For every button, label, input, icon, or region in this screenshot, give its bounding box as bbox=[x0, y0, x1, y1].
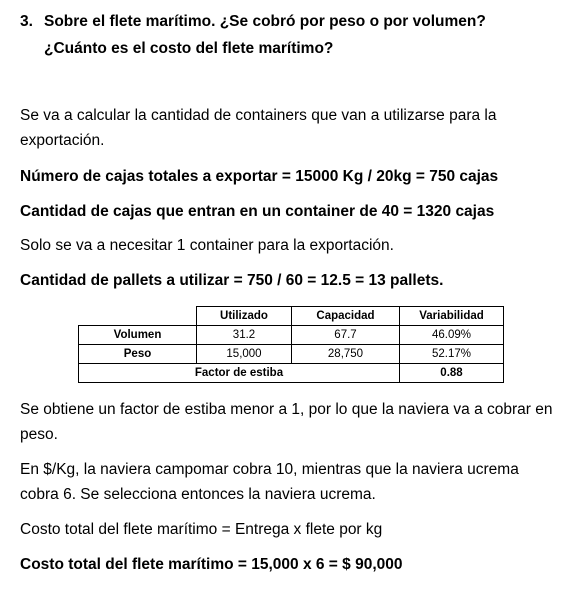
volume-capacity: 67.7 bbox=[292, 326, 400, 345]
row-label-volume: Volumen bbox=[79, 326, 197, 345]
question-number: 3. bbox=[20, 13, 33, 30]
factor-value: 0.88 bbox=[400, 364, 504, 383]
intro-paragraph: Se va a calcular la cantidad de containers que van a utilizarse para la exportación. bbox=[20, 107, 497, 149]
table-row bbox=[79, 326, 504, 345]
formula-line: Costo total del flete marítimo = Entrega x flete por kg bbox=[20, 521, 383, 538]
table-corner-cell bbox=[79, 307, 197, 326]
header-used: Utilizado bbox=[197, 307, 292, 326]
stowage-factor-table bbox=[78, 306, 504, 383]
volume-used: 31.2 bbox=[197, 326, 292, 345]
conclusion-paragraph: Se obtiene un factor de estiba menor a 1, por lo que la naviera va a cobrar en peso. bbox=[20, 401, 553, 443]
weight-capacity: 28,750 bbox=[292, 345, 400, 364]
table-header-row bbox=[79, 307, 504, 326]
container-capacity-calculation: Cantidad de cajas que entran en un container de 40 = 1320 cajas bbox=[20, 203, 495, 220]
pallets-calculation: Cantidad de pallets a utilizar = 750 / 60 = 12.5 = 13 pallets. bbox=[20, 272, 444, 289]
total-cost-line: Costo total del flete marítimo = 15,000 x 6 = $ 90,000 bbox=[20, 556, 403, 573]
question-line-1: Sobre el flete marítimo. ¿Se cobró por peso o por volumen? bbox=[44, 13, 486, 30]
factor-label: Factor de estiba bbox=[79, 364, 400, 383]
question-line-2: ¿Cuánto es el costo del flete marítimo? bbox=[44, 40, 334, 57]
weight-variability: 52.17% bbox=[400, 345, 504, 364]
boxes-calculation: Número de cajas totales a exportar = 15000 Kg / 20kg = 750 cajas bbox=[20, 168, 499, 185]
weight-used: 15,000 bbox=[197, 345, 292, 364]
header-variability: Variabilidad bbox=[400, 307, 504, 326]
table-row bbox=[79, 345, 504, 364]
volume-variability: 46.09% bbox=[400, 326, 504, 345]
one-container-note: Solo se va a necesitar 1 container para la exportación. bbox=[20, 237, 394, 254]
header-capacity: Capacidad bbox=[292, 307, 400, 326]
table-row-factor bbox=[79, 364, 504, 383]
rates-paragraph: En $/Kg, la naviera campomar cobra 10, mientras que la naviera ucrema cobra 6. Se selecciona entonces la naviera ucrema. bbox=[20, 461, 519, 503]
row-label-weight: Peso bbox=[79, 345, 197, 364]
